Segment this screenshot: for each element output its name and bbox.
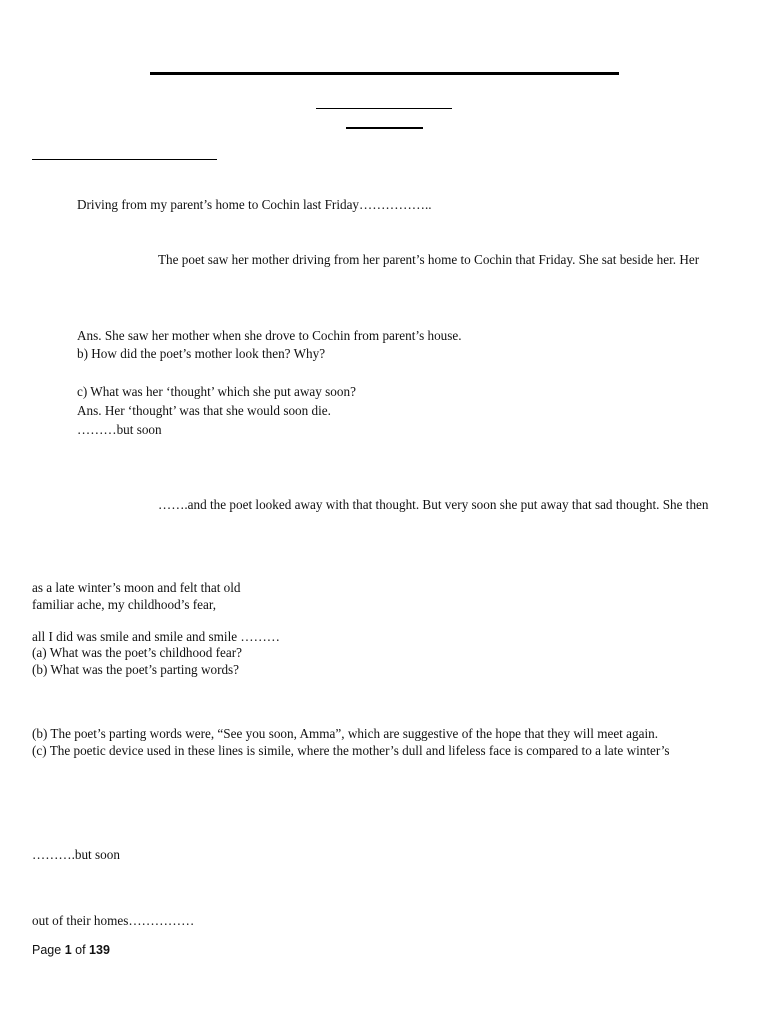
homes-line: out of their homes…………… xyxy=(32,913,195,928)
question-a2-line: (a) What was the poet’s childhood fear? xyxy=(32,645,242,660)
explanation-line-1: The poet saw her mother driving from her parent’s home to Cochin that Friday. She sat beside her. Her xyxy=(158,252,700,267)
subheading-underline-rule xyxy=(346,127,423,129)
question-b2-line: (b) What was the poet’s parting words? xyxy=(32,662,240,677)
title-underline-rule xyxy=(150,72,619,75)
total-pages-number: 139 xyxy=(89,943,110,957)
quote-line-2: familiar ache, my childhood’s fear, xyxy=(32,597,217,612)
page-label: Page xyxy=(32,943,62,957)
answer-a-line: Ans. She saw her mother when she drove to Cochin from parent’s house. xyxy=(77,328,462,343)
answer-b2-line: (b) The poet’s parting words were, “See you soon, Amma”, which are suggestive of the hope that they will meet again. xyxy=(32,726,658,741)
question-b-line: b) How did the poet’s mother look then? Why? xyxy=(77,346,326,361)
subtitle-underline-rule xyxy=(316,108,452,109)
page-footer xyxy=(32,944,110,957)
explanation-line-2: …….and the poet looked away with that thought. But very soon she put away that sad thought. She then xyxy=(158,497,709,512)
but-soon-line-1: ………but soon xyxy=(77,422,162,437)
question-c-line: c) What was her ‘thought’ which she put away soon? xyxy=(77,384,356,399)
answer-c2-line: (c) The poetic device used in these lines is simile, where the mother’s dull and lifeless face is compared to a late winter’s xyxy=(32,743,670,758)
page-of-label: of xyxy=(75,943,86,957)
current-page-number: 1 xyxy=(64,943,72,957)
answer-c-line: Ans. Her ‘thought’ was that she would soon die. xyxy=(77,403,331,418)
quote-line-1: as a late winter’s moon and felt that old xyxy=(32,580,241,595)
intro-quote-line: Driving from my parent’s home to Cochin last Friday…………….. xyxy=(77,197,432,212)
but-soon-line-2: ……….but soon xyxy=(32,847,120,862)
quote-line-3: all I did was smile and smile and smile ……… xyxy=(32,629,280,644)
section-underline-rule xyxy=(32,159,217,160)
